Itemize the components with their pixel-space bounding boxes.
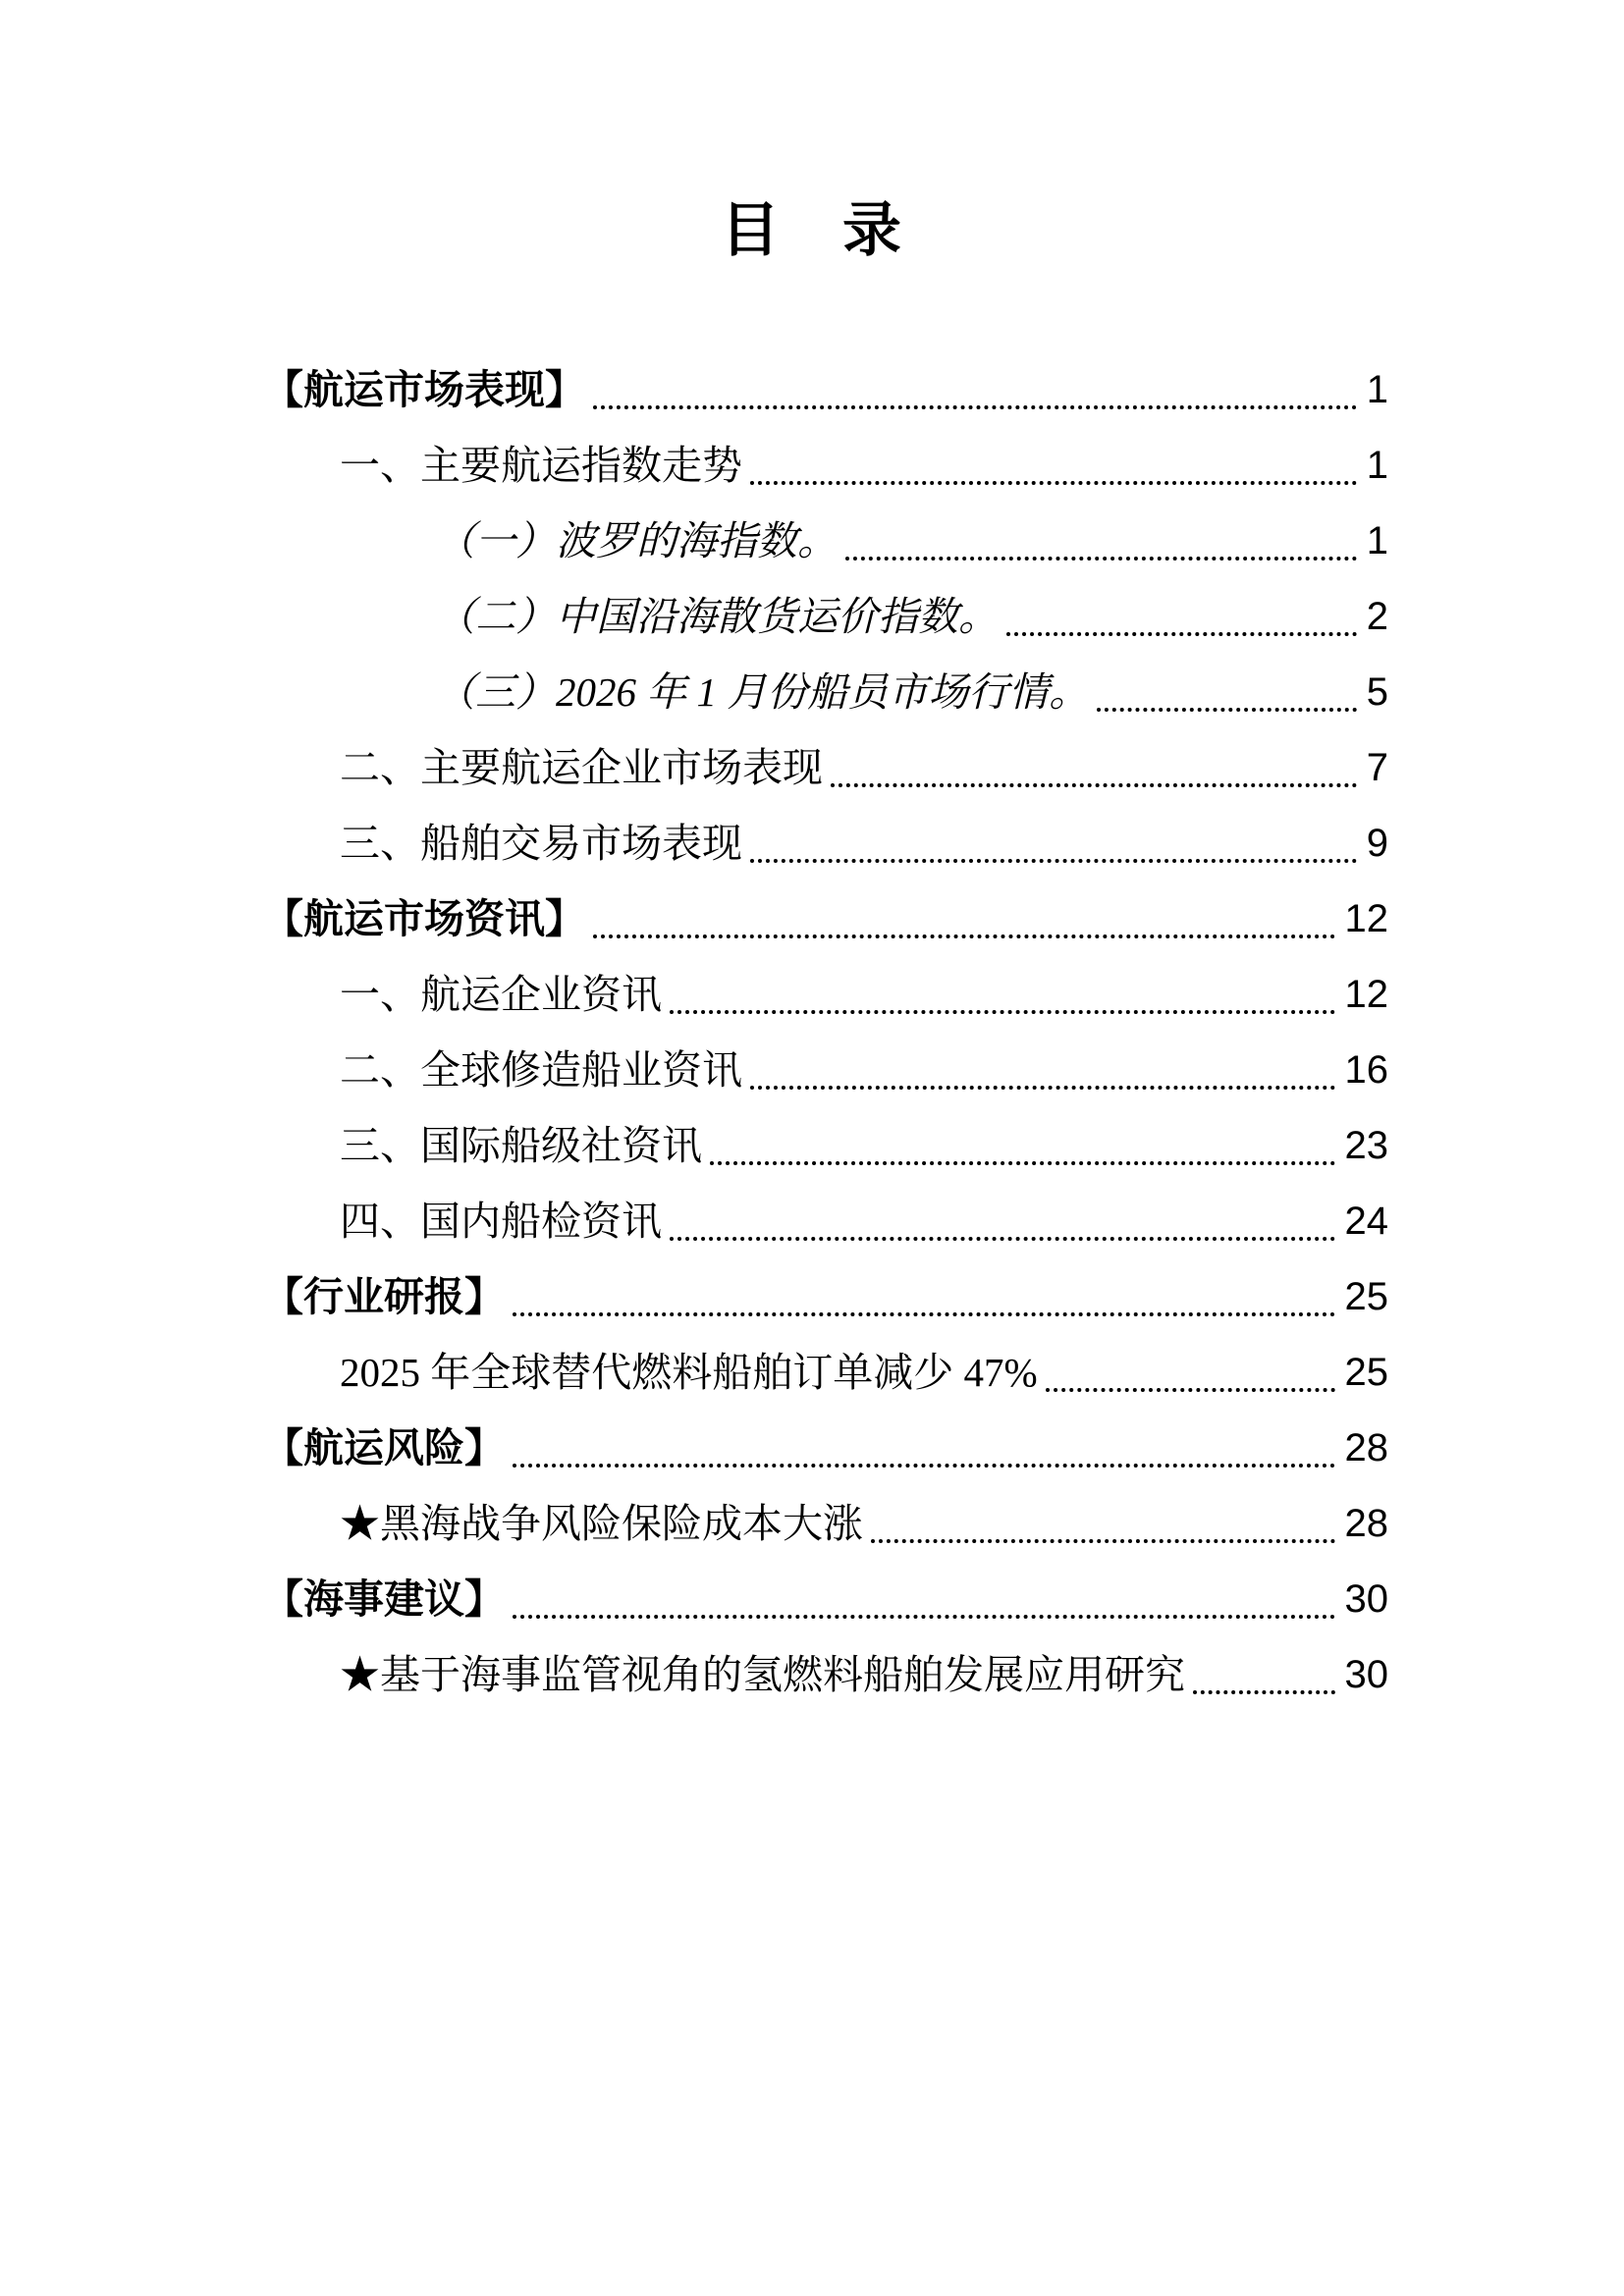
- toc-entry[interactable]: [263, 1196, 1388, 1271]
- dot-leader: [750, 1086, 1335, 1090]
- toc-entry-page: 16: [1344, 1048, 1388, 1092]
- toc-entry[interactable]: [263, 1044, 1388, 1120]
- toc-entry-label: 【航运市场表现】: [263, 367, 585, 412]
- dot-leader: [831, 783, 1357, 787]
- toc-entry-label: 【行业研报】: [263, 1274, 505, 1319]
- toc-entry-label: 【航运市场资讯】: [263, 896, 585, 941]
- toc-entry[interactable]: [263, 440, 1388, 515]
- toc-entry-label: 四、国内船检资讯: [340, 1199, 662, 1244]
- toc-entry[interactable]: [263, 667, 1388, 742]
- toc-entry-page: 7: [1366, 746, 1388, 789]
- toc-entry[interactable]: [263, 364, 1388, 440]
- toc-entry-label: 三、船舶交易市场表现: [340, 821, 742, 866]
- toc-entry-label: 一、主要航运指数走势: [340, 443, 742, 488]
- toc-entry-page: 28: [1344, 1426, 1388, 1469]
- toc-entry[interactable]: [263, 742, 1388, 818]
- toc-entry-label: （三）2026 年 1 月份船员市场行情。: [435, 669, 1090, 715]
- dot-leader: [750, 481, 1357, 485]
- toc-entry-label: ★黑海战争风险保险成本大涨: [340, 1501, 863, 1546]
- dot-leader: [1097, 708, 1357, 712]
- toc-entry-label: 二、全球修造船业资讯: [340, 1047, 742, 1093]
- toc-entry[interactable]: [263, 969, 1388, 1044]
- dot-leader: [670, 1010, 1335, 1014]
- toc-entry[interactable]: [263, 1649, 1388, 1725]
- toc-entry[interactable]: [263, 818, 1388, 893]
- toc-entry-page: 12: [1344, 897, 1388, 940]
- toc-title: 目 录: [721, 198, 903, 263]
- toc-entry-page: 28: [1344, 1502, 1388, 1545]
- toc-entry[interactable]: [263, 1574, 1388, 1649]
- toc-entry-page: 23: [1344, 1124, 1388, 1167]
- dot-leader: [871, 1539, 1335, 1543]
- toc-entry-page: 9: [1366, 822, 1388, 865]
- toc-entry-page: 1: [1366, 368, 1388, 411]
- toc-entry-label: 【海事建议】: [263, 1576, 505, 1622]
- toc-entry[interactable]: [263, 1271, 1388, 1347]
- toc-entry-label: ★基于海事监管视角的氢燃料船舶发展应用研究: [340, 1652, 1185, 1697]
- dot-leader: [670, 1237, 1335, 1241]
- dot-leader: [593, 934, 1335, 938]
- toc-entry[interactable]: [263, 591, 1388, 667]
- toc-list: [263, 364, 1388, 1725]
- toc-entry[interactable]: [263, 1422, 1388, 1498]
- toc-entry-page: 5: [1366, 670, 1388, 714]
- toc-entry[interactable]: [263, 1120, 1388, 1196]
- dot-leader: [593, 405, 1357, 409]
- dot-leader: [513, 1464, 1335, 1468]
- toc-entry-label: （一）波罗的海指数。: [435, 518, 838, 563]
- toc-entry[interactable]: [263, 893, 1388, 969]
- dot-leader: [710, 1161, 1335, 1165]
- toc-entry-page: 30: [1344, 1653, 1388, 1696]
- dot-leader: [1046, 1388, 1335, 1392]
- toc-entry-page: 24: [1344, 1200, 1388, 1243]
- toc-entry-label: 2025 年全球替代燃料船舶订单减少 47%: [340, 1350, 1038, 1395]
- toc-entry-page: 1: [1366, 519, 1388, 562]
- toc-entry-label: 【航运风险】: [263, 1425, 505, 1470]
- dot-leader: [845, 557, 1357, 561]
- toc-entry-label: （二）中国沿海散货运价指数。: [435, 594, 999, 639]
- toc-entry-page: 2: [1366, 595, 1388, 638]
- toc-entry[interactable]: [263, 1347, 1388, 1422]
- dot-leader: [750, 859, 1357, 863]
- toc-entry-label: 三、国际船级社资讯: [340, 1123, 702, 1168]
- toc-entry[interactable]: [263, 515, 1388, 591]
- toc-entry-page: 1: [1366, 444, 1388, 487]
- toc-entry-page: 12: [1344, 973, 1388, 1016]
- dot-leader: [513, 1312, 1335, 1316]
- toc-entry-label: 一、航运企业资讯: [340, 972, 662, 1017]
- dot-leader: [1193, 1690, 1335, 1694]
- toc-entry-page: 25: [1344, 1275, 1388, 1318]
- toc-entry-label: 二、主要航运企业市场表现: [340, 745, 823, 790]
- toc-entry-page: 30: [1344, 1577, 1388, 1621]
- toc-entry[interactable]: [263, 1498, 1388, 1574]
- dot-leader: [513, 1615, 1335, 1619]
- toc-entry-page: 25: [1344, 1351, 1388, 1394]
- dot-leader: [1006, 632, 1357, 636]
